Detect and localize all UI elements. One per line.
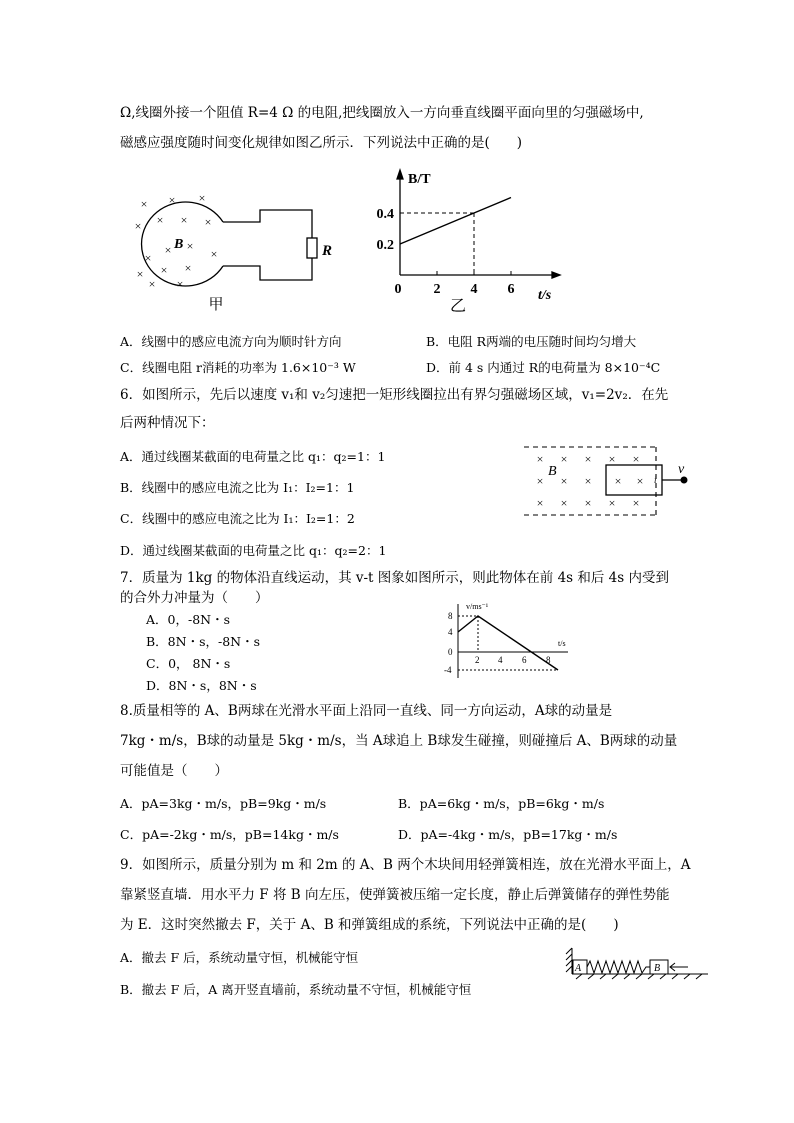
figure-yi-label: 乙: [449, 298, 467, 315]
q6-option-c: C．线圈中的感应电流之比为 I₁：I₂=1：2: [120, 511, 355, 526]
svg-text:×: ×: [176, 277, 184, 291]
svg-text:×: ×: [584, 496, 592, 510]
q6-field-crosses: [537, 452, 644, 510]
svg-text:×: ×: [140, 197, 148, 211]
svg-text:×: ×: [632, 452, 640, 466]
q5-option-a: A．线圈中的感应电流方向为顺时针方向: [120, 334, 342, 349]
svg-text:×: ×: [184, 261, 192, 275]
q7-ytick-0: 0: [448, 647, 453, 657]
q6-velocity-label: v: [678, 462, 685, 477]
svg-text:×: ×: [536, 452, 544, 466]
q6-option-a: A．通过线圈某截面的电荷量之比 q₁：q₂=1：1: [120, 449, 386, 464]
svg-text:×: ×: [160, 263, 168, 277]
svg-text:×: ×: [204, 215, 212, 229]
q7-xtick-2: 2: [475, 655, 480, 665]
q6-field-figure: [520, 443, 700, 523]
q6-stem-line1: 6．如图所示，先后以速度 v₁和 v₂匀速把一矩形线圈拉出有界匀强磁场区域，v₁=2v₂．在先: [120, 387, 669, 403]
x-tick-label: 2: [433, 282, 441, 297]
q9-spring-figure: [562, 944, 712, 980]
q7-stem-line1: 7．质量为 1kg 的物体沿直线运动，其 v-t 图象如图所示，则此物体在前 4s 和后 4s 内受到: [120, 570, 669, 586]
q7-xtick-4: 4: [498, 655, 503, 665]
resistor: [307, 238, 317, 258]
q9-stem-line2: 靠紧竖直墙．用水平力 F 将 B 向左压，使弹簧被压缩一定长度，静止后弹簧储存的弹性势能: [120, 887, 670, 903]
q7-ytick-neg4: -4: [444, 665, 452, 675]
field-label: B: [174, 237, 184, 252]
q8-option-b: B．pA=6kg・m/s，pB=6kg・m/s: [398, 796, 605, 811]
y-axis-label: B/T: [408, 172, 431, 187]
q5-stem-line2: 磁感应强度随时间变化规律如图乙所示．下列说法中正确的是( ): [120, 135, 523, 151]
svg-text:×: ×: [560, 474, 568, 488]
q5-option-b: B．电阻 R两端的电压随时间均匀增大: [426, 334, 637, 349]
svg-text:×: ×: [148, 277, 156, 291]
q7-stem-line2: 的合外力冲量为（ ）: [120, 590, 269, 606]
q6-field-label: B: [548, 464, 557, 479]
svg-text:×: ×: [186, 239, 194, 253]
q7-xtick-6: 6: [522, 655, 527, 665]
svg-text:×: ×: [608, 496, 616, 510]
svg-text:×: ×: [614, 474, 622, 488]
b-t-line: [400, 198, 511, 245]
svg-text:×: ×: [536, 496, 544, 510]
svg-text:×: ×: [632, 496, 640, 510]
q8-option-c: C．pA=-2kg・m/s，pB=14kg・m/s: [120, 827, 339, 842]
q9-stem-line3: 为 E．这时突然撤去 F，关于 A、B 和弹簧组成的系统，下列说法中正确的是( ): [120, 917, 619, 933]
svg-text:×: ×: [560, 452, 568, 466]
y-tick-label: 0.2: [376, 238, 394, 253]
svg-text:×: ×: [608, 452, 616, 466]
q7-x-label: t/s: [558, 639, 566, 648]
y-tick-label: 0.4: [376, 207, 394, 222]
x-axis-label: t/s: [538, 288, 552, 303]
svg-text:×: ×: [136, 267, 144, 281]
svg-text:×: ×: [584, 474, 592, 488]
resistor-label: R: [322, 243, 333, 259]
q7-option-a: A．0，-8N・s: [146, 612, 231, 627]
svg-text:×: ×: [636, 474, 644, 488]
q7-ytick-4: 4: [448, 627, 453, 637]
q7-option-c: C．0， 8N・s: [146, 656, 231, 671]
q5-option-d: D．前 4 s 内通过 R的电荷量为 8×10⁻⁴C: [426, 360, 661, 375]
svg-text:×: ×: [156, 213, 164, 227]
svg-text:×: ×: [144, 251, 152, 265]
q9-stem-line1: 9．如图所示，质量分别为 m 和 2m 的 A、B 两个木块间用轻弹簧相连，放在光滑水平面上，A: [120, 857, 691, 873]
q5-option-c: C．线圈电阻 r消耗的功率为 1.6×10⁻³ W: [120, 360, 356, 375]
svg-text:×: ×: [164, 243, 172, 257]
svg-text:×: ×: [168, 193, 176, 207]
q8-stem-line1: 8.质量相等的 A、B两球在光滑水平面上沿同一直线、同一方向运动，A球的动量是: [120, 703, 613, 719]
svg-text:×: ×: [180, 213, 188, 227]
q6-option-b: B．线圈中的感应电流之比为 I₁：I₂=1：1: [120, 480, 355, 495]
q7-ytick-8: 8: [448, 611, 453, 621]
q6-option-d: D．通过线圈某截面的电荷量之比 q₁：q₂=2：1: [120, 543, 387, 558]
svg-text:×: ×: [584, 452, 592, 466]
q7-vt-graph: [440, 600, 580, 682]
q7-option-d: D．8N・s，8N・s: [146, 678, 257, 693]
svg-text:×: ×: [560, 496, 568, 510]
block-a-label: A: [575, 963, 582, 974]
block-b-label: B: [654, 963, 661, 974]
svg-text:×: ×: [210, 247, 218, 261]
q6-stem-line2: 后两种情况下：: [120, 415, 215, 431]
spring: [587, 961, 650, 973]
origin-label: 0: [394, 282, 402, 297]
x-tick-label: 4: [470, 282, 478, 297]
q8-stem-line3: 可能值是（ ）: [120, 763, 228, 779]
q7-y-label: v/ms⁻¹: [466, 602, 489, 611]
b-t-graph: [362, 165, 562, 315]
q8-option-d: D．pA=-4kg・m/s，pB=17kg・m/s: [398, 827, 618, 842]
figure-jia-label: 甲: [208, 297, 224, 313]
svg-text:×: ×: [134, 219, 142, 233]
q8-option-a: A．pA=3kg・m/s，pB=9kg・m/s: [120, 796, 327, 811]
q9-option-b: B．撤去 F 后，A 离开竖直墙前，系统动量不守恒，机械能守恒: [120, 982, 472, 997]
q7-xtick-8: 8: [546, 655, 551, 665]
q8-stem-line2: 7kg・m/s，B球的动量是 5kg・m/s，当 A球追上 B球发生碰撞，则碰撞后 A、B两球的动量: [120, 733, 678, 749]
x-tick-label: 6: [507, 282, 515, 297]
q7-option-b: B．8N・s，-8N・s: [146, 634, 261, 649]
q6-coil-subscript: i: [654, 475, 657, 485]
q5-stem-line1: Ω,线圈外接一个阻值 R=4 Ω 的电阻,把线圈放入一方向垂直线圈平面向里的匀强磁场中,: [120, 105, 644, 121]
svg-text:×: ×: [536, 474, 544, 488]
coil-circuit-figure: [120, 190, 350, 315]
svg-text:×: ×: [198, 191, 206, 205]
q9-option-a: A．撤去 F 后，系统动量守恒，机械能守恒: [120, 950, 359, 965]
